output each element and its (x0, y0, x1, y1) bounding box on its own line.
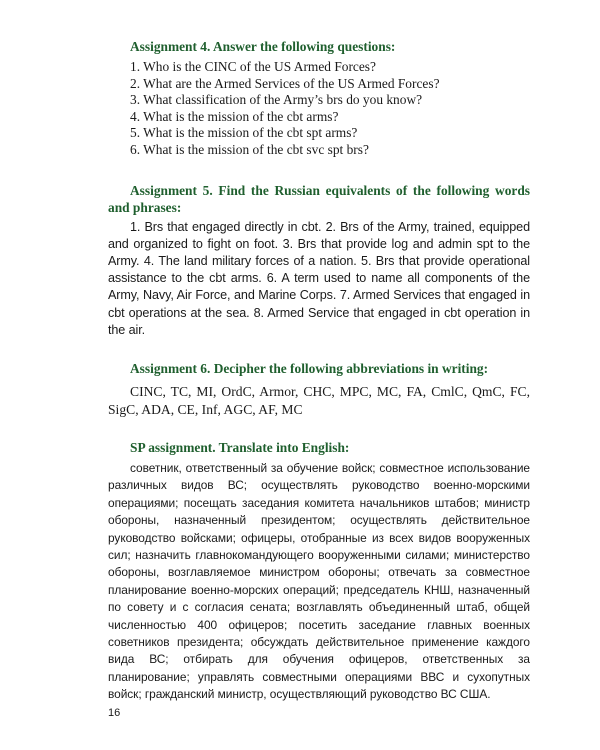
question-item: 2. What are the Armed Services of the US Armed Forces? (130, 75, 440, 91)
question-item: 3. What classification of the Army’s brs do you know? (130, 92, 423, 108)
sp-assignment-heading: SP assignment. Translate into English: (130, 439, 350, 455)
document-page (108, 38, 530, 704)
page-number: 16 (108, 707, 121, 719)
question-item: 4. What is the mission of the cbt arms? (130, 108, 339, 124)
assignment-5-text: 1. Brs that engaged directly in cbt. 2. Brs of the Army, trained, equipped and organized to fight on foot. 3. Brs that provide log and admin spt to the Army. 4. The land military forces of a nation. 5. Brs that provide operational assistance to the cbt arms. 6. A term used to name all components of the Army, Navy, Air Force, and Marine Corps. 7. Armed Services that engaged in cbt operations at the sea. 8. Armed Service that engaged in cbt operation in the air. (108, 219, 530, 337)
question-item: 5. What is the mission of the cbt spt arms? (130, 125, 358, 141)
question-item: 1. Who is the CINC of the US Armed Forces? (130, 59, 376, 74)
assignment-6-heading: Assignment 6. Decipher the following abbreviations in writing: (130, 360, 489, 376)
assignment-6-section (108, 360, 530, 419)
assignment-4-section (108, 38, 530, 159)
assignment-4-heading: Assignment 4. Answer the following questions: (130, 39, 396, 54)
assignment-5-section (108, 182, 530, 339)
assignment-6-text: CINC, TC, MI, OrdC, Armor, CHC, MPC, MC, FA, CmlC, QmC, FC, SigC, ADA, CE, Inf, AGC, AF, MC (108, 383, 530, 417)
sp-assignment-section (108, 439, 530, 704)
question-list (108, 59, 530, 159)
question-item: 6. What is the mission of the cbt svc spt brs? (130, 141, 369, 157)
sp-assignment-text: советник, ответственный за обучение войск; совместное использование различных видов ВС; осуществлять руководство военно-морскими операциями; посещать заседания комитета начальников штабов; министр обороны, назначенный президентом; осуществлять действительное руководство войсками; офицеры, отобранные из всех видов вооруженных сил; назначить главнокомандующего вооруженными силами; министерство обороны, возглавляемое министром обороны; отвечать за совместное планирование военно-морских операций; председатель КНШ, назначенный по совету и с согласия сената; возглавлять объединенный штаб, общей численностью 400 офицеров; посетить заседание главных военных советников президента; обсуждать действительное применение каждого вида ВС; отбирать для обучения офицеров, ответственных за планирование; управлять совместными операциями ВВС и сухопутных войск; гражданский министр, осуществляющий руководство ВС США. (108, 460, 530, 702)
assignment-5-heading: Assignment 5. Find the Russian equivalents of the following words and phrases: (108, 182, 530, 215)
